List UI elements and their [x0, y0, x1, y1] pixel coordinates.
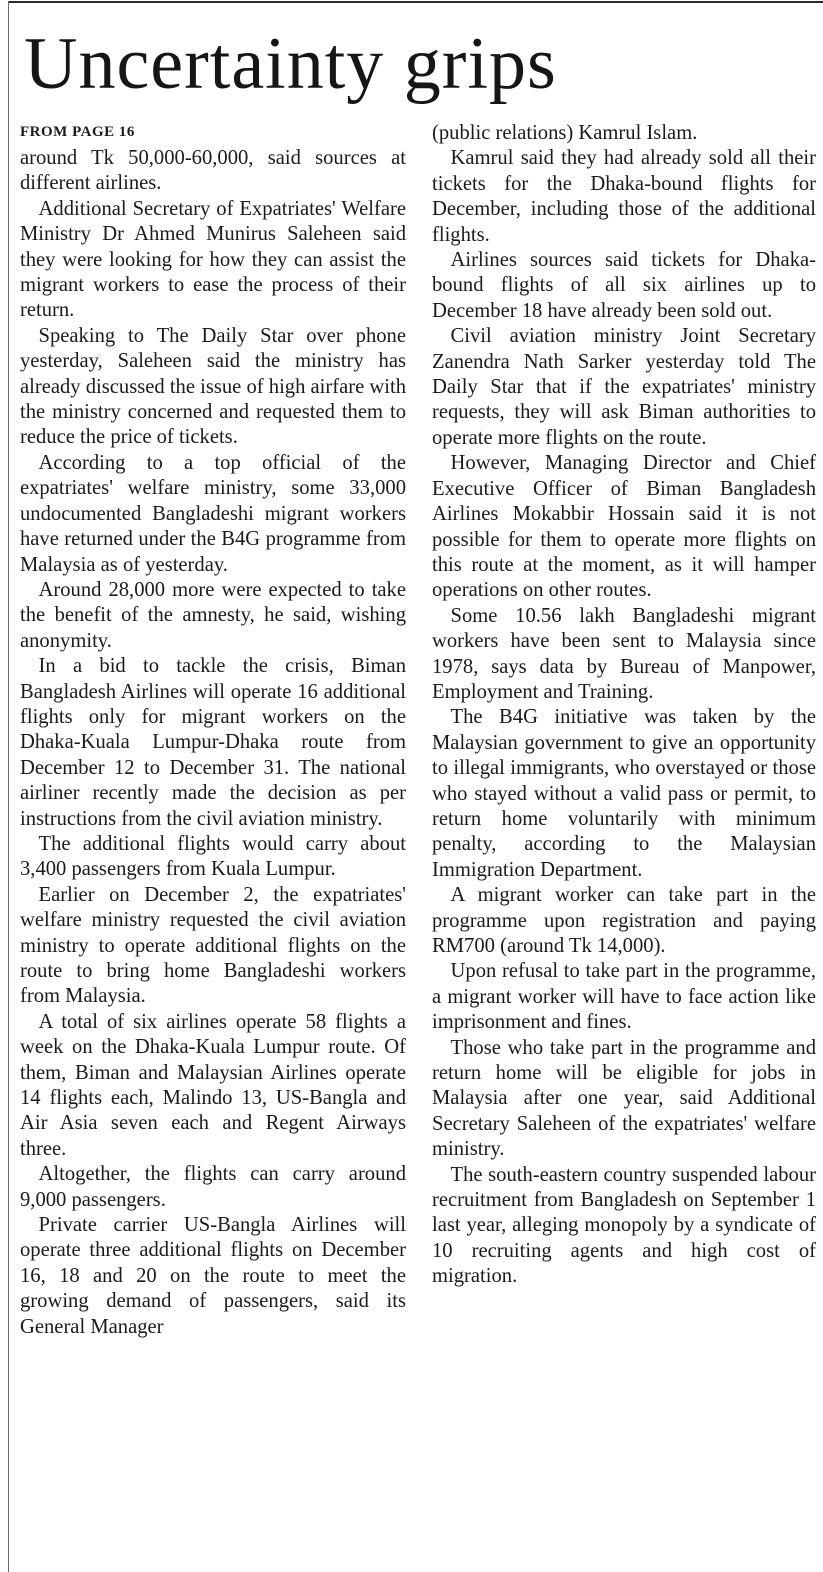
paragraph: Those who take part in the programme and return home will be eligible for jobs in Malaysia after one year, said Additional Secretary Saleheen of the expatriates' welfare ministry. [432, 1036, 816, 1161]
paragraph: Speaking to The Daily Star over phone yesterday, Saleheen said the ministry has already discussed the issue of high airfare with the ministry concerned and requested them to reduce the price of tickets. [20, 324, 407, 449]
paragraph: Upon refusal to take part in the programme, a migrant worker will have to face action like imprisonment and fines. [432, 960, 816, 1034]
paragraph: around Tk 50,000-60,000, said sources at different airlines. [20, 147, 406, 195]
paragraph: Civil aviation ministry Joint Secretary Zanendra Nath Sarker yesterday told The Daily Star that if the expatriates' ministry requests, they will ask Biman authorities to operate more flights on the route. [432, 325, 816, 449]
paragraph: Around 28,000 more were expected to take the benefit of the amnesty, he said, wishing anonymity. [20, 578, 406, 652]
paragraph: Airlines sources said tickets for Dhaka-bound flights of all six airlines up to December 18 have already been sold out. [432, 249, 816, 322]
paragraph: A migrant worker can take part in the programme upon registration and paying RM700 (around Tk 14,000). [432, 884, 816, 957]
paragraph: (public relations) Kamrul Islam. [432, 122, 698, 144]
paragraph: According to a top official of the expatriates' welfare ministry, some 33,000 undocumented Bangladeshi migrant workers have returned under the B4G programme from Malaysia as of yesterday. [20, 451, 406, 576]
paragraph: However, Managing Director and Chief Executive Officer of Biman Bangladesh Airlines Mokabbir Hossain said it is not possible for them to operate more flights on this route at the moment, as it will hamper operations on other routes. [432, 452, 816, 602]
left-border-rule [8, 1, 9, 1572]
paragraph: The B4G initiative was taken by the Malaysian government to give an opportunity to illegal immigrants, who overstayed or those who stayed without a valid pass or permit, to return home voluntarily with minimum penalty, according to the Malaysian Immigration Department. [432, 706, 816, 881]
paragraph: Kamrul said they had already sold all their tickets for the Dhaka-bound flights for December, including those of the additional flights. [432, 147, 816, 246]
article-column-left [20, 121, 406, 1340]
paragraph: Earlier on December 2, the expatriates' welfare ministry requested the civil aviation ministry to operate additional flights on the route to bring home Bangladeshi workers from Malaysia. [20, 883, 406, 1008]
paragraph: Additional Secretary of Expatriates' Welfare Ministry Dr Ahmed Munirus Saleheen said they were looking for how they can assist the migrant workers to ease the process of their return. [20, 197, 406, 322]
top-border-rule [8, 1, 823, 3]
continuation-kicker: FROM PAGE 16 [20, 124, 135, 140]
paragraph: The additional flights would carry about 3,400 passengers from Kuala Lumpur. [20, 832, 406, 881]
headline: Uncertainty grips [24, 23, 557, 105]
paragraph: Private carrier US-Bangla Airlines will operate three additional flights on December 16, 18 and 20 on the route to meet the growing demand of passengers, said its General Manager [20, 1214, 406, 1338]
paragraph: Altogether, the flights can carry around 9,000 passengers. [20, 1163, 406, 1211]
article-column-right [432, 121, 816, 1290]
paragraph: Some 10.56 lakh Bangladeshi migrant workers have been sent to Malaysia since 1978, says data by Bureau of Manpower, Employment and Training. [432, 604, 816, 703]
paragraph: The south-eastern country suspended labour recruitment from Bangladesh on September 1 last year, alleging monopoly by a syndicate of 10 recruiting agents and high cost of migration. [432, 1163, 816, 1288]
paragraph: A total of six airlines operate 58 flights a week on the Dhaka-Kuala Lumpur route. Of them, Biman and Malaysian Airlines operate 14 flights each, Malindo 13, US-Bangla and Air Asia seven each and Regent Airways three. [20, 1010, 406, 1160]
paragraph: In a bid to tackle the crisis, Biman Bangladesh Airlines will operate 16 additional flights only for migrant workers on the Dhaka-Kuala Lumpur-Dhaka route from December 12 to December 31. The national airliner recently made the decision as per instructions from the civil aviation ministry. [20, 655, 406, 830]
